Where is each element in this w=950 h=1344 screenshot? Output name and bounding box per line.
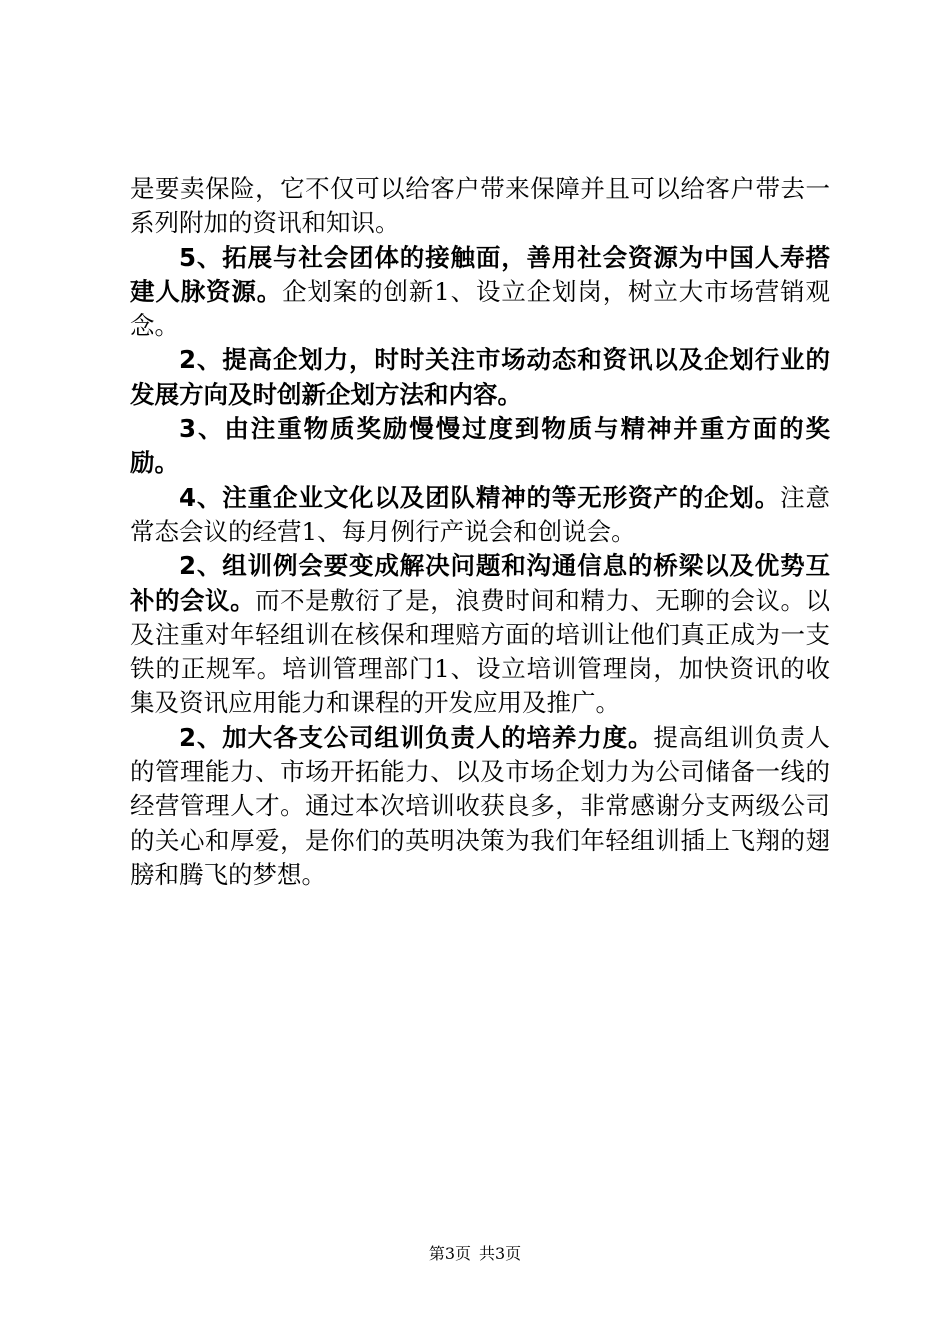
paragraph-3-bold: 2、提高企划力，时时关注市场动态和资讯以及企划行业的发展方向及时创新企划方法和内容。 bbox=[130, 345, 830, 409]
paragraph-6-text: 而不是敷衍了是，浪费时间和精力、无聊的会议。以及注重对年轻组训在核保和理赔方面的培训让他们真正成为一支铁的正规军。培训管理部门1、设立培训管理岗，加快资讯的收集及资讯应用能力和课程的开发应用及推广。 bbox=[130, 585, 830, 718]
paragraph-5-text: 注意常态会议的经营1、每月例行产说会和创说会。 bbox=[130, 482, 830, 546]
paragraph-6 bbox=[130, 549, 830, 720]
paragraph-2-bold: 5、拓展与社会团体的接触面，善用社会资源为中国人寿搭建人脉资源。 bbox=[130, 242, 830, 306]
paragraph-2 bbox=[130, 241, 830, 344]
page-number: 第3页 bbox=[428, 1244, 471, 1263]
paragraph-3 bbox=[130, 343, 830, 412]
paragraph-5 bbox=[130, 481, 830, 550]
paragraph-6-bold: 2、组训例会要变成解决问题和沟通信息的桥梁以及优势互补的会议。 bbox=[130, 551, 830, 615]
page-total: 共3页 bbox=[479, 1244, 522, 1263]
paragraph-7-text: 提高组训负责人的管理能力、市场开拓能力、以及市场企划力为公司储备一线的经营管理人才。通过本次培训收获良多，非常感谢分支两级公司的关心和厚爱，是你们的英明决策为我们年轻组训插上飞翔的翅膀和腾飞的梦想。 bbox=[130, 722, 831, 889]
paragraph-2-text: 企划案的创新1、设立企划岗，树立大市场营销观念。 bbox=[130, 276, 830, 341]
paragraph-4-bold: 3、由注重物质奖励慢慢过度到物质与精神并重方面的奖励。 bbox=[130, 414, 830, 478]
paragraph-1-text: 是要卖保险，它不仅可以给客户带来保障并且可以给客户带去一系列附加的资讯和知识。 bbox=[130, 174, 830, 238]
body-text bbox=[130, 172, 830, 892]
page-footer bbox=[0, 1244, 950, 1264]
paragraph-5-bold: 4、注重企业文化以及团队精神的等无形资产的企划。 bbox=[179, 482, 781, 512]
paragraph-7-bold: 2、加大各支公司组训负责人的培养力度。 bbox=[179, 722, 654, 752]
paragraph-4 bbox=[130, 412, 830, 481]
paragraph-7 bbox=[130, 721, 830, 892]
paragraph-1 bbox=[130, 172, 830, 241]
